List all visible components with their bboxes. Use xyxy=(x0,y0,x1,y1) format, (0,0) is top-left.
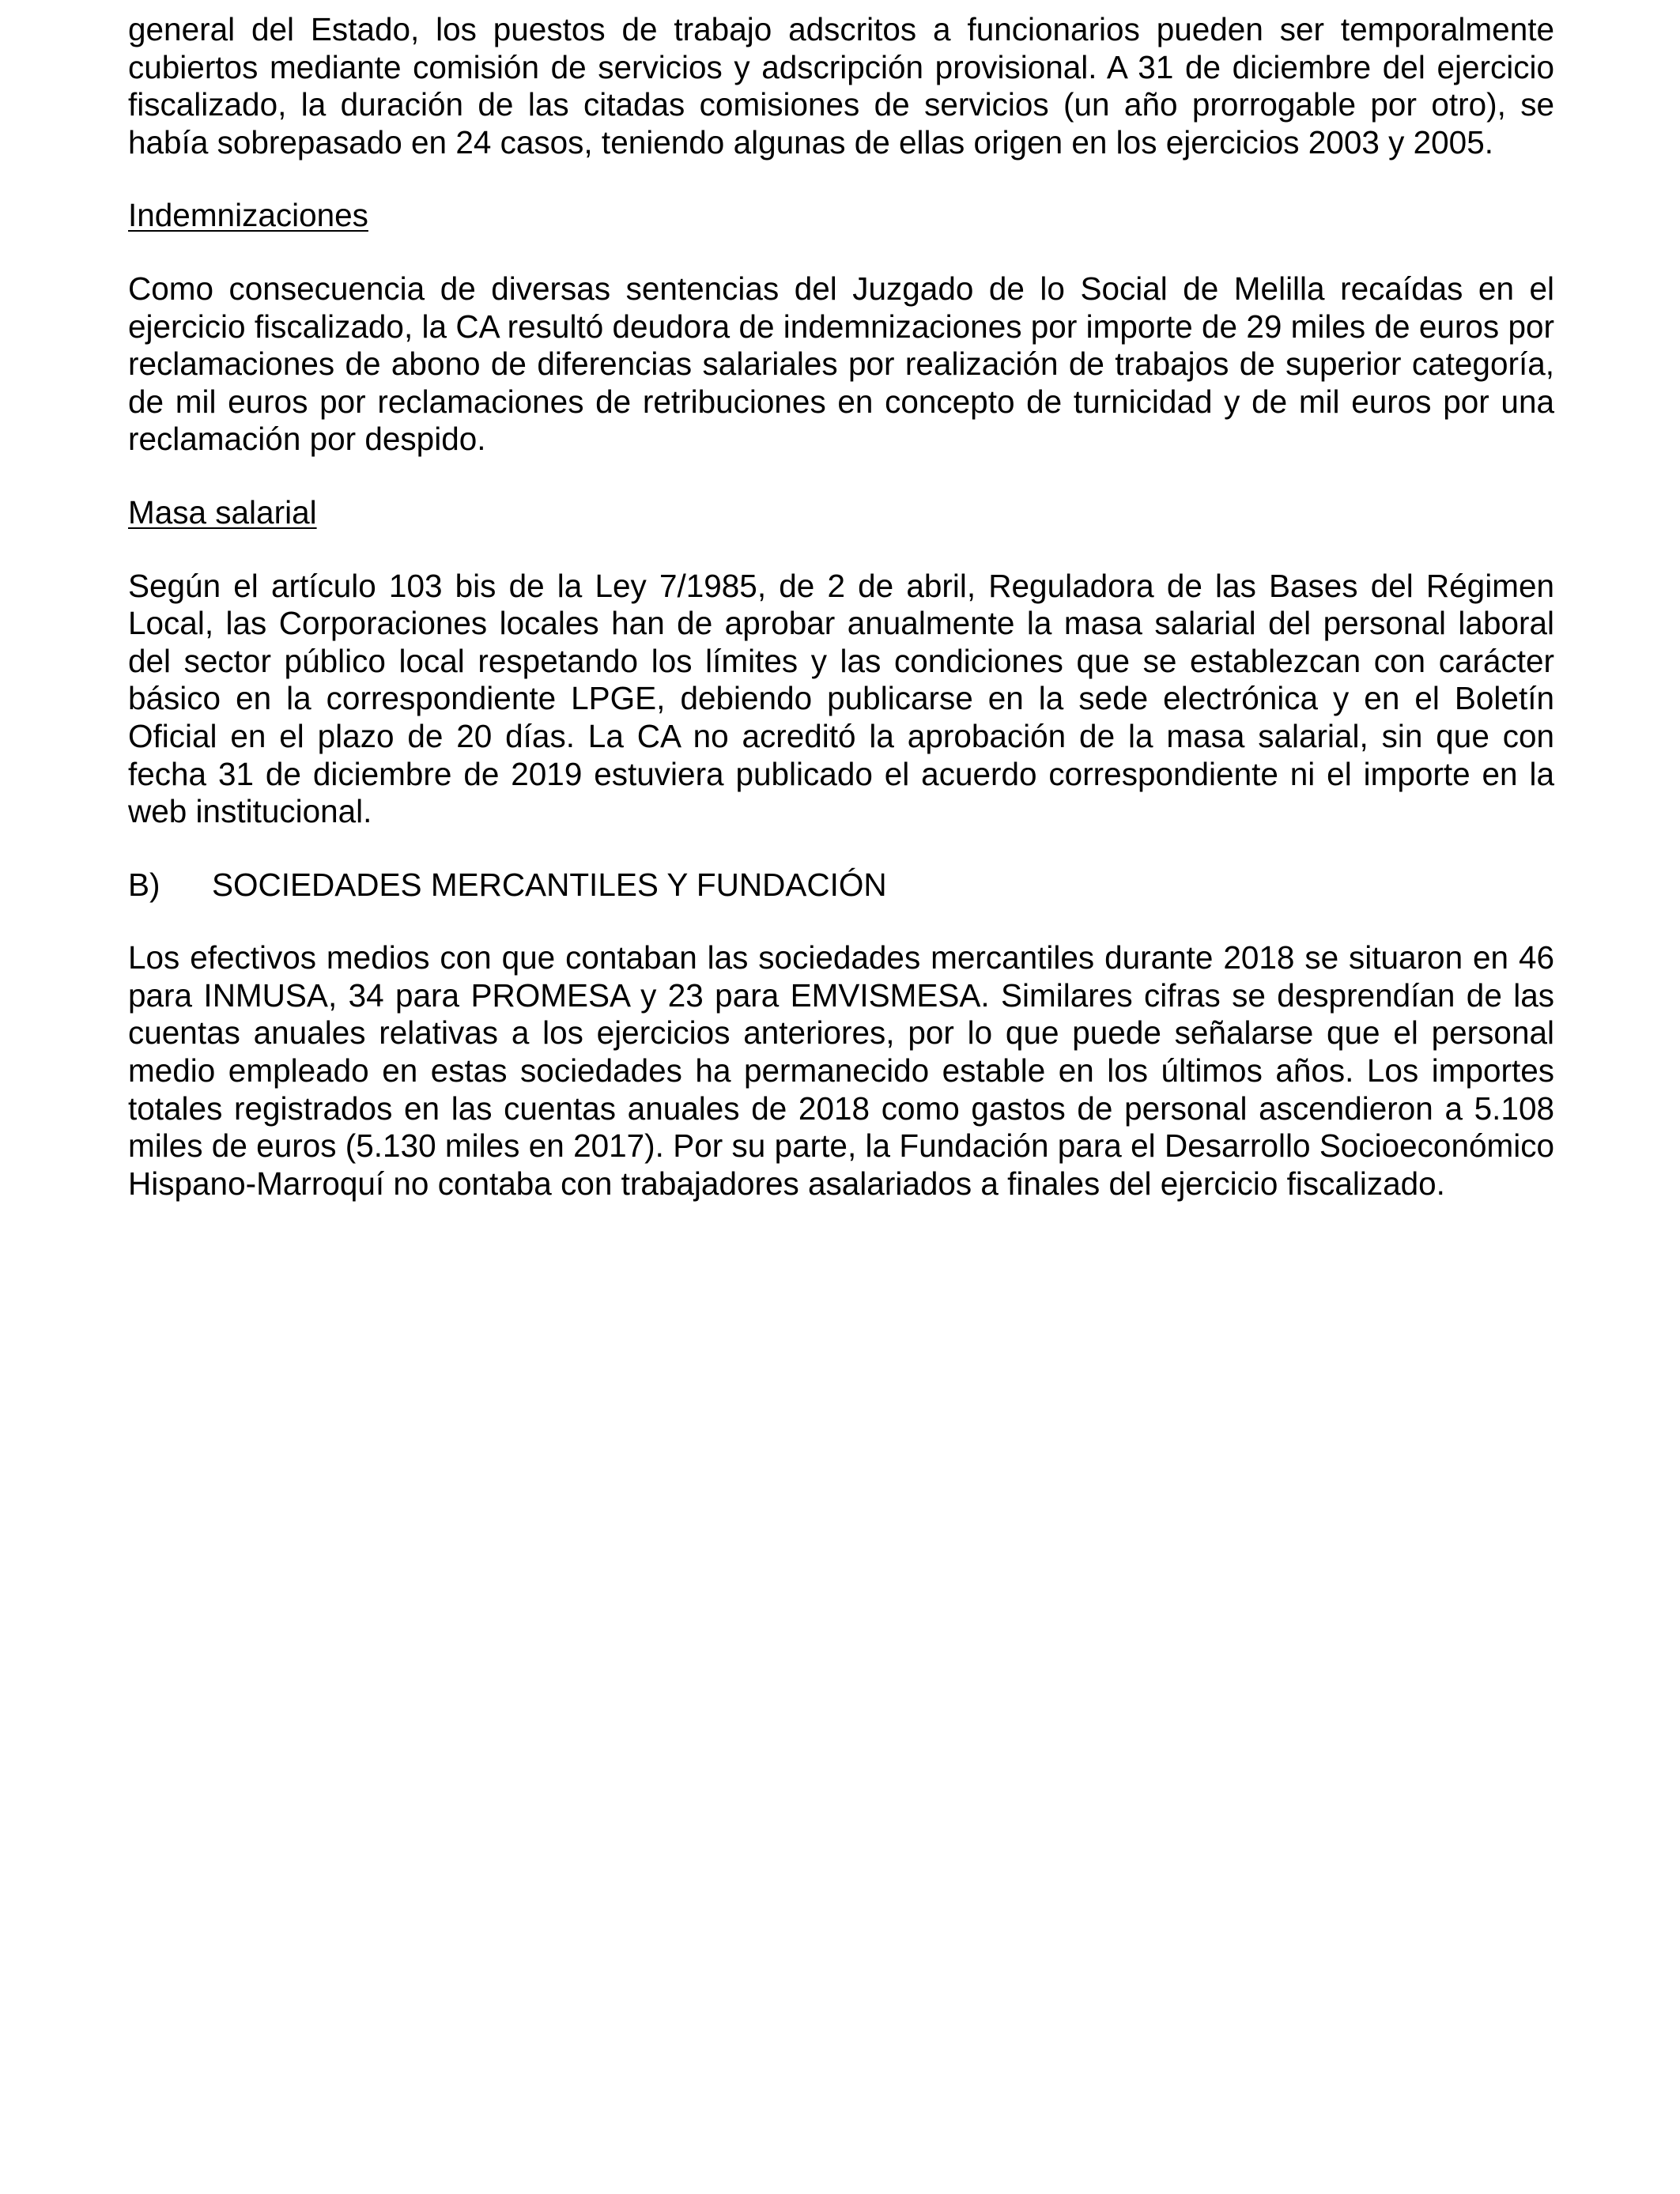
indemnizaciones-heading: Indemnizaciones xyxy=(128,197,368,234)
intro-paragraph: general del Estado, los puestos de trabajo adscritos a funcionarios pueden ser temporalmente cubiertos mediante comisión de servicios y adscripción provisional. A 31 de diciembre del ejercicio fiscalizado, la duración de las citadas comisiones de servicios (un año prorrogable por otro), se había sobrepasado en 24 casos, teniendo algunas de ellas origen en los ejercicios 2003 y 2005. xyxy=(128,11,1554,160)
document-page xyxy=(128,11,1554,1238)
section-b-letter: B) xyxy=(128,866,160,903)
indemnizaciones-paragraph: Como consecuencia de diversas sentencias del Juzgado de lo Social de Melilla recaídas en el ejercicio fiscalizado, la CA resultó deudora de indemnizaciones por importe de 29 miles de euros por reclamaciones de abono de diferencias salariales por realización de trabajos de superior categoría, de mil euros por reclamaciones de retribuciones en concepto de turnicidad y de mil euros por una reclamación por despido. xyxy=(128,270,1554,458)
section-b-heading xyxy=(128,867,1554,904)
section-b-title: SOCIEDADES MERCANTILES Y FUNDACIÓN xyxy=(212,866,887,903)
masa-salarial-paragraph: Según el artículo 103 bis de la Ley 7/1985, de 2 de abril, Reguladora de las Bases del Régimen Local, las Corporaciones locales han de aprobar anualmente la masa salarial del personal laboral del sector público local respetando los límites y las condiciones que se establezcan con carácter básico en la correspondiente LPGE, debiendo publicarse en la sede electrónica y en el Boletín Oficial en el plazo de 20 días. La CA no acreditó la aprobación de la masa salarial, sin que con fecha 31 de diciembre de 2019 estuviera publicado el acuerdo correspondiente ni el importe en la web institucional. xyxy=(128,567,1554,830)
sociedades-paragraph: Los efectivos medios con que contaban las sociedades mercantiles durante 2018 se situaron en 46 para INMUSA, 34 para PROMESA y 23 para EMVISMESA. Similares cifras se desprendían de las cuentas anuales relativas a los ejercicios anteriores, por lo que puede señalarse que el personal medio empleado en estas sociedades ha permanecido estable en los últimos años. Los importes totales registrados en las cuentas anuales de 2018 como gastos de personal ascendieron a 5.108 miles de euros (5.130 miles en 2017). Por su parte, la Fundación para el Desarrollo Socioeconómico Hispano-Marroquí no contaba con trabajadores asalariados a finales del ejercicio fiscalizado. xyxy=(128,939,1554,1202)
masa-salarial-heading: Masa salarial xyxy=(128,493,317,531)
